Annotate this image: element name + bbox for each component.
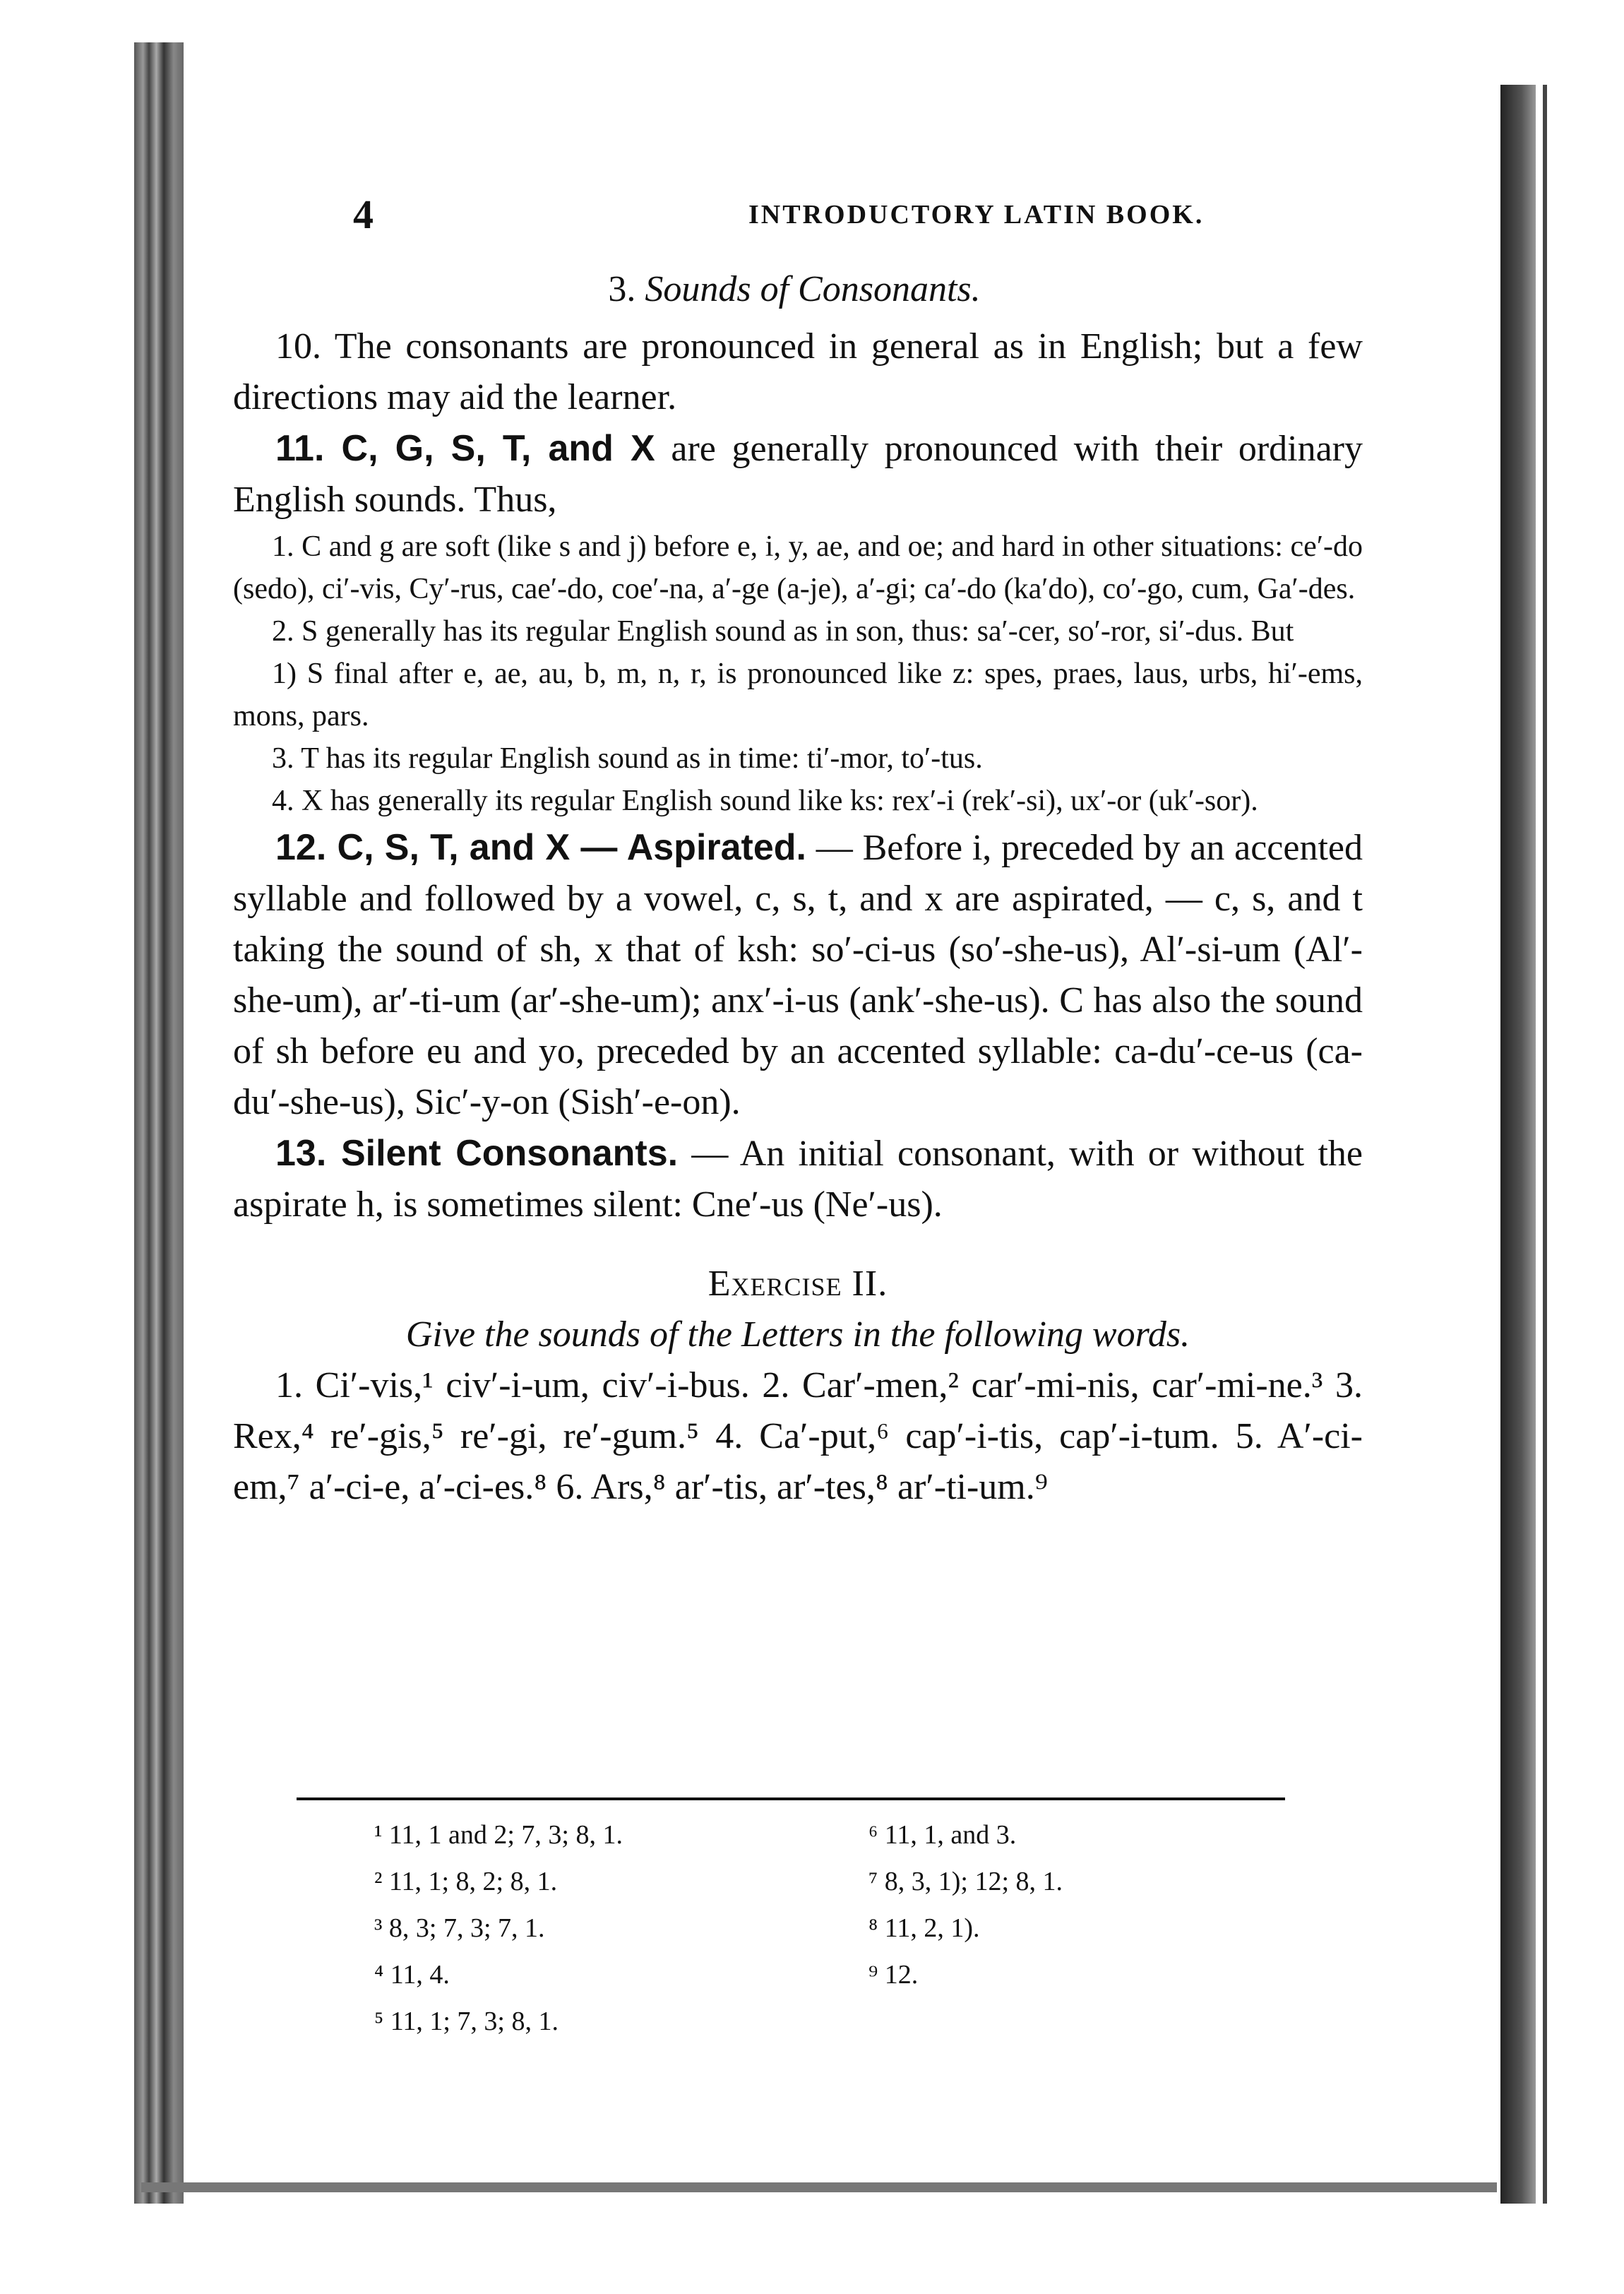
footnote-1: ¹ 11, 1 and 2; 7, 3; 8, 1. (374, 1820, 623, 1850)
footnote-5: ⁵ 11, 1; 7, 3; 8, 1. (374, 2007, 559, 2036)
footnote-4: ⁴ 11, 4. (374, 1960, 450, 1990)
section-title: Sounds of Consonants. (645, 269, 981, 309)
paragraph-10: 10. The consonants are pronounced in general as in English; but a few directions may aid the learner. (233, 326, 1363, 417)
footnote-divider (297, 1797, 1285, 1800)
rule-2-note: 1) S final after e, ae, au, b, m, n, r, is pronounced like z: spes, praes, laus, urbs, hi′-ems, mons, pars. (233, 658, 1363, 732)
exercise-instruction: Give the sounds of the Letters in the following words. (405, 1314, 1190, 1355)
section-heading (212, 268, 1377, 310)
paragraph-11 (233, 423, 1363, 525)
footnote-8: ⁸ 11, 2, 1). (868, 1913, 980, 1943)
paragraph-11-label: 11. C, G, S, T, and X (275, 428, 655, 469)
rules-list (233, 525, 1363, 822)
rule-4: 4. X has generally its regular English sound like ks: rex′-i (rek′-si), ux′-or (uk′-sor). (272, 785, 1258, 817)
rule-1: 1. C and g are soft (like s and j) before e, i, y, ae, and oe; and hard in other situations: ce′-do (sedo), ci′-vis, Cy′-rus, cae′-do, coe′-na, a′-ge (a-je), a′-gi; ca′-do (ka′do), co′-go, cum, Ga′-des. (233, 530, 1363, 605)
facing-page-shadow (1500, 85, 1536, 2204)
footnote-9: ⁹ 12. (868, 1960, 919, 1990)
running-head (353, 191, 1384, 247)
rule-2: 2. S generally has its regular English sound as in son, thus: sa′-cer, so′-ror, si′-dus. But (272, 615, 1294, 648)
section-number: 3. (608, 269, 636, 309)
body-text (233, 321, 1363, 1513)
book-binding-edge (134, 42, 184, 2204)
footnote-7: ⁷ 8, 3, 1); 12; 8, 1. (868, 1867, 1063, 1896)
page-number: 4 (353, 191, 374, 237)
paragraph-13-text: — An initial consonant, with or without the aspirate h, is sometimes silent: Cne′-us (Ne′-us). (233, 1134, 1363, 1225)
rule-3: 3. T has its regular English sound as in time: ti′-mor, to′-tus. (272, 742, 983, 775)
footnote-6: ⁶ 11, 1, and 3. (868, 1820, 1017, 1850)
paragraph-11-text: are generally pronounced with their ordinary English sounds. Thus, (233, 429, 1363, 520)
footnote-3: ³ 8, 3; 7, 3; 7, 1. (374, 1913, 545, 1943)
facing-page-edge (1543, 85, 1547, 2204)
page-content (212, 127, 1377, 2189)
paragraph-12-text: — Before i, preceded by an accented syllable and followed by a vowel, c, s, t, and x are aspirated, — c, s, and t taking the sound of sh, x that of ksh: so′-ci-us (so′-she-us), Al′-si-um (Al′-she-um), ar′-ti-um (ar′-she-um); anx′-i-us (ank′-she-us). C has also the sound of sh before eu and yo, preceded by an accented syllable: ca-du′-ce-us (ca-du′-she-us), Sic′-y-on (Sish′-e-on). (233, 828, 1363, 1122)
running-title: INTRODUCTORY LATIN BOOK. (748, 200, 1205, 230)
footnotes-right-column (868, 1812, 1292, 1998)
footnote-2: ² 11, 1; 8, 2; 8, 1. (374, 1867, 558, 1896)
paragraph-13-label: 13. Silent Consonants. (275, 1133, 679, 1174)
footnotes-left-column (374, 1812, 868, 2045)
exercise-heading: Exercise II. (707, 1264, 888, 1304)
paragraph-13 (233, 1128, 1363, 1230)
paragraph-12 (233, 822, 1363, 1128)
exercise-text: 1. Ci′-vis,¹ civ′-i-um, civ′-i-bus. 2. Car′-men,² car′-mi-nis, car′-mi-ne.³ 3. Rex,⁴ re′-gis,⁵ re′-gi, re′-gum.⁵ 4. Ca′-put,⁶ cap′-i-tis, cap′-i-tum. 5. A′-ci-em,⁷ a′-ci-e, a′-ci-es.⁸ 6. Ars,⁸ ar′-tis, ar′-tes,⁸ ar′-ti-um.⁹ (233, 1365, 1363, 1507)
paragraph-12-label: 12. C, S, T, and X — Aspirated. (275, 827, 806, 868)
